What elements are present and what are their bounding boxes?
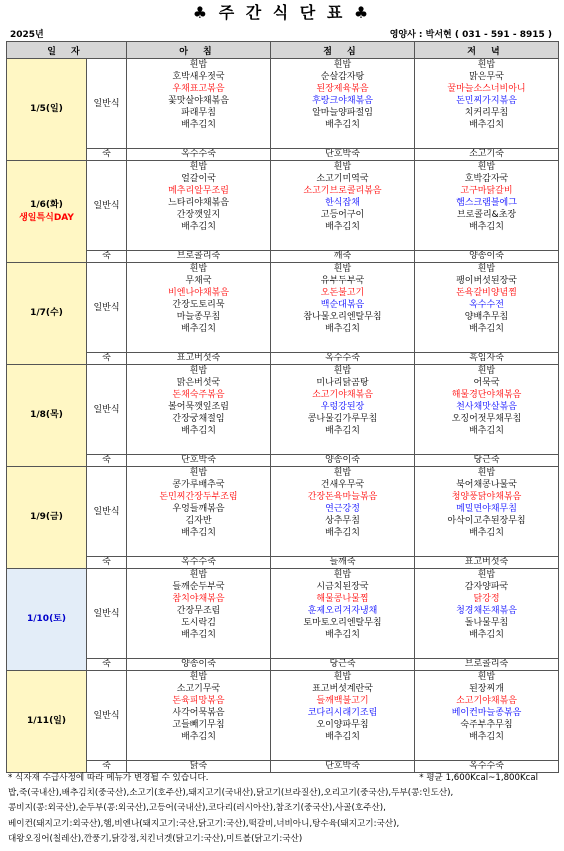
day-row: [7, 569, 559, 659]
menu-item: 소고기무국: [176, 684, 221, 694]
menu-item: 흰밥: [333, 366, 352, 376]
header-day: 일 자: [7, 42, 127, 59]
breakfast-porridge: 양송이죽: [127, 659, 271, 671]
breakfast-porridge: 단호박죽: [127, 455, 271, 467]
menu-item: 배추김치: [181, 324, 216, 334]
breakfast-menu-cell: [127, 365, 271, 455]
menu-item: 배추김치: [325, 120, 360, 130]
menu-item: 흰밥: [477, 366, 496, 376]
menu-item: 흰밥: [477, 60, 496, 70]
day-date-cell: [7, 161, 87, 263]
lunch-porridge: 깨죽: [271, 251, 415, 263]
day-row: [7, 161, 559, 251]
menu-item: 마늘종무침: [176, 312, 221, 322]
lunch-menu-cell: [271, 263, 415, 353]
menu-item: 꽃맛살야채볶음: [168, 96, 229, 106]
porridge-row: [7, 251, 559, 263]
breakfast-menu-cell: [127, 569, 271, 659]
menu-item: 파래무침: [181, 108, 216, 118]
day-date-cell: [7, 569, 87, 671]
day-date-cell: [7, 671, 87, 773]
lunch-menu-cell: [271, 365, 415, 455]
menu-item: 배추김치: [469, 426, 504, 436]
menu-item: 흰밥: [189, 162, 208, 172]
menu-item: 배추김치: [469, 630, 504, 640]
menu-item: 꿀마늘소스너비아니: [447, 84, 526, 94]
menu-item: 해물경단야채볶음: [451, 390, 522, 400]
menu-item: 백순대볶음: [320, 300, 365, 310]
menu-item: 배추김치: [469, 528, 504, 538]
dinner-porridge: 소고기죽: [415, 149, 559, 161]
day-row: [7, 365, 559, 455]
menu-item: 참치야채볶음: [172, 594, 225, 604]
dinner-porridge: 옥수수죽: [415, 761, 559, 773]
menu-item: 배추김치: [325, 732, 360, 742]
breakfast-porridge: 닭죽: [127, 761, 271, 773]
dinner-porridge: 당근죽: [415, 455, 559, 467]
breakfast-porridge: 옥수수죽: [127, 149, 271, 161]
dinner-porridge: 흑임자죽: [415, 353, 559, 365]
menu-item: 고구마닭갈비: [460, 186, 513, 196]
menu-item: 배추김치: [469, 222, 504, 232]
menu-item: 브로콜리&초장: [456, 210, 517, 220]
day-row: [7, 59, 559, 149]
menu-item: 배추김치: [469, 732, 504, 742]
breakfast-menu-cell: [127, 467, 271, 557]
header-row: [7, 42, 559, 59]
menu-item: 청양풍닭야채볶음: [451, 492, 522, 502]
menu-item: 옥수수전: [469, 300, 504, 310]
porridge-label: 죽: [87, 557, 127, 569]
breakfast-menu-cell: [127, 671, 271, 761]
lunch-menu-cell: [271, 467, 415, 557]
menu-item: 천사채맛살볶음: [456, 402, 517, 412]
menu-item: 맑은무국: [469, 72, 504, 82]
menu-item: 비엔나야채볶음: [168, 288, 229, 298]
meal-type: 일반식: [87, 263, 127, 353]
menu-item: 북어채콩나물국: [456, 480, 517, 490]
porridge-label: 죽: [87, 659, 127, 671]
menu-item: 토마토오리엔탈무침: [303, 618, 382, 628]
menu-item: 얼갈이국: [181, 174, 216, 184]
menu-item: 간장깻잎지: [176, 210, 221, 220]
day-date-cell: [7, 365, 87, 467]
menu-item: 배추김치: [325, 528, 360, 538]
breakfast-menu-cell: [127, 161, 271, 251]
menu-item: 흰밥: [477, 162, 496, 172]
menu-item: 소고기미역국: [316, 174, 369, 184]
menu-item: 배추김치: [469, 324, 504, 334]
meal-type: 일반식: [87, 161, 127, 251]
breakfast-porridge: 브로콜리죽: [127, 251, 271, 263]
menu-item: 배추김치: [181, 528, 216, 538]
page-title: ♣ 주 간 식 단 표 ♣: [192, 3, 372, 22]
menu-item: 순살감자탕: [320, 72, 365, 82]
porridge-label: 죽: [87, 455, 127, 467]
dinner-menu-cell: [415, 263, 559, 353]
menu-item: 간장돈육마늘볶음: [307, 492, 378, 502]
menu-item: 팽이버섯된장국: [456, 276, 517, 286]
origin-line: 콩비지(콩:외국산),순두부(콩:외국산),고등어(국내산),코다리(러시아산),참조기(중국산),사골(호주산),: [8, 803, 386, 814]
meal-type: 일반식: [87, 671, 127, 761]
origin-line: 베이컨(돼지고기:외국산),햄,비엔나(돼지고기:국산,닭고기:국산),떡갈비,너비아니,탕수육(돼지고기:국산),: [8, 818, 400, 829]
header-lunch: 점 심: [271, 42, 415, 59]
menu-item: 배추김치: [181, 732, 216, 742]
day-date: 1/7(수): [30, 308, 63, 318]
menu-item: 건새우무국: [320, 480, 365, 490]
menu-item: 치커리무침: [464, 108, 509, 118]
menu-item: 배추김치: [325, 222, 360, 232]
dinner-porridge: 브로콜리죽: [415, 659, 559, 671]
menu-item: 메추리알무조림: [168, 186, 229, 196]
lunch-porridge: 양송이죽: [271, 455, 415, 467]
menu-item: 배추김치: [325, 426, 360, 436]
menu-item: 우채표고볶음: [172, 84, 225, 94]
menu-item: 간장궁채절임: [172, 414, 225, 424]
menu-item: 흰밥: [189, 264, 208, 274]
header-dinner: 저 녁: [415, 42, 559, 59]
menu-item: 간장도토리묵: [172, 300, 225, 310]
menu-item: 오징어젓무채무침: [451, 414, 522, 424]
day-date: 1/11(일): [27, 716, 66, 726]
menu-item: 알마늘양파절임: [312, 108, 373, 118]
menu-item: 배추김치: [325, 630, 360, 640]
menu-item: 배추김치: [181, 120, 216, 130]
menu-item: 흰밥: [189, 60, 208, 70]
menu-item: 청경채돈채볶음: [456, 606, 517, 616]
menu-item: 흰밥: [333, 60, 352, 70]
menu-item: 흰밥: [189, 570, 208, 580]
menu-item: 사각어묵볶음: [172, 708, 225, 718]
menu-item: 시금치된장국: [316, 582, 369, 592]
meal-type: 일반식: [87, 467, 127, 557]
lunch-menu-cell: [271, 161, 415, 251]
menu-item: 흰밥: [189, 366, 208, 376]
dinner-menu-cell: [415, 467, 559, 557]
menu-item: 후랑크야채볶음: [312, 96, 373, 106]
menu-item: 흰밥: [477, 570, 496, 580]
menu-item: 흰밥: [333, 672, 352, 682]
weekly-menu-table: [6, 41, 559, 773]
menu-item: 흰밥: [333, 570, 352, 580]
menu-item: 흰밥: [477, 672, 496, 682]
lunch-porridge: 당근죽: [271, 659, 415, 671]
menu-item: 표고버섯계란국: [312, 684, 373, 694]
menu-item: 오돈불고기: [320, 288, 365, 298]
dinner-menu-cell: [415, 161, 559, 251]
lunch-porridge: 옥수수죽: [271, 353, 415, 365]
menu-item: 소고기야채볶음: [456, 696, 517, 706]
menu-item: 유부두부국: [320, 276, 365, 286]
porridge-label: 죽: [87, 761, 127, 773]
menu-item: 소고기야채볶음: [312, 390, 373, 400]
meal-type: 일반식: [87, 365, 127, 455]
menu-item: 돈민찌간장두부조림: [159, 492, 238, 502]
menu-item: 돌나물무침: [464, 618, 509, 628]
menu-item: 배추김치: [181, 222, 216, 232]
menu-item: 흰밥: [477, 264, 496, 274]
menu-item: 김자반: [185, 516, 212, 526]
menu-item: 간장무조림: [176, 606, 221, 616]
menu-item: 된장제육볶음: [316, 84, 369, 94]
lunch-menu-cell: [271, 569, 415, 659]
menu-item: 배추김치: [325, 324, 360, 334]
origin-notes: [8, 786, 558, 848]
lunch-porridge: 단호박죽: [271, 149, 415, 161]
year-label: 2025년: [10, 30, 44, 40]
porridge-label: 죽: [87, 251, 127, 263]
porridge-row: [7, 455, 559, 467]
header-breakfast: 아 침: [127, 42, 271, 59]
porridge-row: [7, 353, 559, 365]
day-date-cell: [7, 59, 87, 161]
menu-body: [7, 59, 559, 773]
menu-item: 볼어묵깻잎조림: [168, 402, 229, 412]
day-row: [7, 671, 559, 761]
menu-item: 돈채숙주볶음: [172, 390, 225, 400]
menu-item: 고등어구이: [320, 210, 365, 220]
menu-item: 메밀면야채무침: [456, 504, 517, 514]
dinner-porridge: 양송이죽: [415, 251, 559, 263]
dinner-menu-cell: [415, 59, 559, 149]
menu-item: 콩나물김가루무침: [307, 414, 378, 424]
lunch-menu-cell: [271, 59, 415, 149]
menu-item: 흰밥: [477, 468, 496, 478]
menu-item: 상추무침: [325, 516, 360, 526]
menu-item: 호박새우젓국: [172, 72, 225, 82]
menu-item: 흰밥: [333, 264, 352, 274]
lunch-porridge: 들깨죽: [271, 557, 415, 569]
menu-item: 훈제오리겨자냉채: [307, 606, 378, 616]
porridge-label: 죽: [87, 353, 127, 365]
breakfast-porridge: 표고버섯죽: [127, 353, 271, 365]
dinner-menu-cell: [415, 671, 559, 761]
menu-item: 맑은버섯국: [176, 378, 221, 388]
breakfast-porridge: 옥수수죽: [127, 557, 271, 569]
menu-item: 한식잡채: [325, 198, 360, 208]
menu-item: 배추김치: [469, 120, 504, 130]
day-date: 1/5(일): [30, 104, 63, 114]
dinner-menu-cell: [415, 365, 559, 455]
origin-line: 밥,죽(국내산),배추김치(중국산),소고기(호주산),돼지고기(국내산),닭고기(브라질산),오리고기(중국산),두부(콩:인도산),: [8, 788, 454, 798]
nutritionist-contact: 영양사 : 박서현 ( 031 - 591 - 8915 ): [389, 30, 552, 40]
menu-item: 코다리시래기조림: [307, 708, 378, 718]
menu-item: 연근강정: [325, 504, 360, 514]
menu-item: 돈육피망볶음: [172, 696, 225, 706]
menu-item: 우렁강된장: [320, 402, 365, 412]
day-date-cell: [7, 263, 87, 365]
dinner-porridge: 표고버섯죽: [415, 557, 559, 569]
menu-item: 감자양파국: [464, 582, 509, 592]
menu-item: 돈민찌가지볶음: [456, 96, 517, 106]
menu-item: 배추김치: [181, 630, 216, 640]
change-notice: * 식자재 수급사정에 따라 메뉴가 변경될 수 있습니다.: [8, 773, 209, 783]
porridge-row: [7, 149, 559, 161]
menu-item: 무채국: [185, 276, 212, 286]
day-date: 1/6(화): [30, 199, 63, 210]
menu-item: 호박감자국: [464, 174, 509, 184]
menu-item: 배추김치: [181, 426, 216, 436]
menu-item: 돈육갈비양념찜: [456, 288, 517, 298]
day-date-cell: [7, 467, 87, 569]
lunch-porridge: 단호박죽: [271, 761, 415, 773]
menu-item: 흰밥: [333, 468, 352, 478]
menu-item: 어묵국: [473, 378, 500, 388]
day-date: 1/10(토): [27, 614, 66, 624]
menu-item: 닭강정: [473, 594, 500, 604]
menu-item: 느타리야채볶음: [168, 198, 229, 208]
menu-item: 소고기브로콜리볶음: [303, 186, 382, 196]
dinner-menu-cell: [415, 569, 559, 659]
menu-item: 흰밥: [333, 162, 352, 172]
day-date: 1/9(금): [30, 512, 63, 522]
porridge-label: 죽: [87, 149, 127, 161]
menu-item: 콩가루배추국: [172, 480, 225, 490]
menu-item: 미나리닭곰탕: [316, 378, 369, 388]
lunch-menu-cell: [271, 671, 415, 761]
menu-item: 햄스크램블에그: [456, 198, 517, 208]
menu-item: 흰밥: [189, 672, 208, 682]
menu-item: 들깨백불고기: [316, 696, 369, 706]
meal-type: 일반식: [87, 59, 127, 149]
menu-item: 고들빼기무침: [172, 720, 225, 730]
menu-item: 참나물오리엔탈무침: [303, 312, 382, 322]
calorie-notice: * 평균 1,600Kcal~1,800Kcal: [419, 773, 538, 783]
menu-item: 오이양파무침: [316, 720, 369, 730]
menu-item: 베이컨마늘종볶음: [451, 708, 522, 718]
menu-item: 양배추무침: [464, 312, 509, 322]
menu-item: 도시락김: [181, 618, 216, 628]
meal-type: 일반식: [87, 569, 127, 659]
menu-item: 된장찌개: [469, 684, 504, 694]
menu-item: 숙주부추무침: [460, 720, 513, 730]
menu-item: 들깨순두부국: [172, 582, 225, 592]
day-row: [7, 467, 559, 557]
breakfast-menu-cell: [127, 59, 271, 149]
day-date: 1/8(목): [30, 410, 63, 420]
origin-line: 대왕오징어(칠레산),깐풍기,닭강정,치킨너겟(닭고기:국산),미트볼(닭고기:국산): [8, 834, 303, 845]
menu-item: 해물콩나물찜: [316, 594, 369, 604]
porridge-row: [7, 557, 559, 569]
menu-item: 아삭이고추된장무침: [447, 516, 526, 526]
day-subtitle: 생일특식DAY: [19, 212, 74, 223]
day-row: [7, 263, 559, 353]
porridge-row: [7, 659, 559, 671]
menu-item: 우엉들깨볶음: [172, 504, 225, 514]
breakfast-menu-cell: [127, 263, 271, 353]
menu-item: 흰밥: [189, 468, 208, 478]
